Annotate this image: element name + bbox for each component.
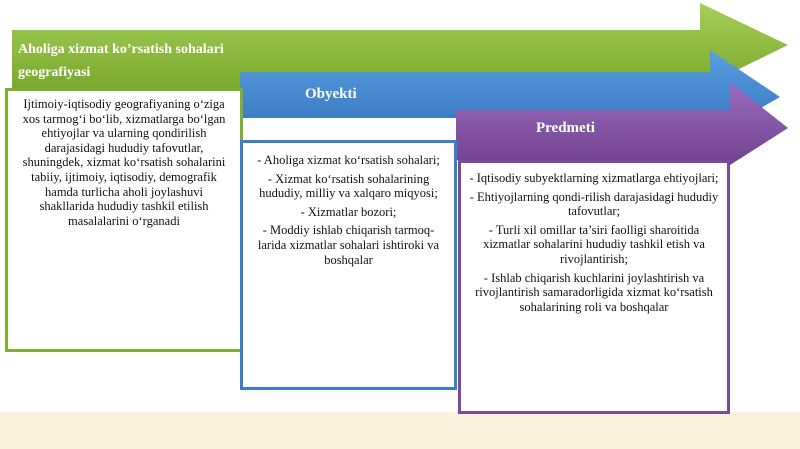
blue-arrow-label: Obyekti [305, 86, 357, 102]
object-item: - Xizmatlar bozori; [300, 204, 397, 219]
object-item: - Moddiy ishlab chiqarish tarmoq-larida xizmatlar sohalari ishtiroki va boshqalar [257, 223, 440, 267]
purple-arrow-label: Predmeti [536, 120, 595, 136]
definition-box [5, 88, 243, 352]
subject-item: - Iqtisodiy subyektlarning xizmatlarga ehtiyojlari; [469, 171, 719, 185]
definition-text: Ijtimoiy-iqtisodiy geografiyaning o‘ziga xos tarmog‘i bo‘lib, xizmatlarga bo‘lgan ehtiyojlar va ularning qondirilish darajasidagi hududiy tafovutlar, shuningdek, xizmat ko‘rsatish sohalarini tabiiy, ijtimoiy, iqtisodiy, demografik hamda turlicha aholi joylashuvi shakllarida hududiy tashkil etilish masalalarini o‘rganadi [22, 97, 226, 228]
green-arrow-label: Aholiga xizmat ko’rsatish sohalari geografiyasi [18, 42, 224, 80]
subject-item: - Turli xil omillar ta’siri faolligi sharoitida xizmatlar sohalarini hududiy tashkil etish va rivojlantirish; [483, 222, 705, 266]
object-item: - Aholiga xizmat ko‘rsatish sohalari; [257, 153, 440, 167]
subject-item: - Ehtiyojlarning qondi-rilish darajasidagi hududiy tafovutlar; [469, 189, 719, 219]
object-item: - Xizmat ko‘rsatish sohalarining hududiy, milliy va xalqaro miqyosi; [259, 171, 438, 201]
subject-box [458, 160, 730, 414]
object-box [240, 140, 457, 390]
subject-item: - Ishlab chiqarish kuchlarini joylashtirish va rivojlantirish samaradorligida xizmat ko‘rsatish sohalarining roli va boshqalar [475, 270, 713, 314]
